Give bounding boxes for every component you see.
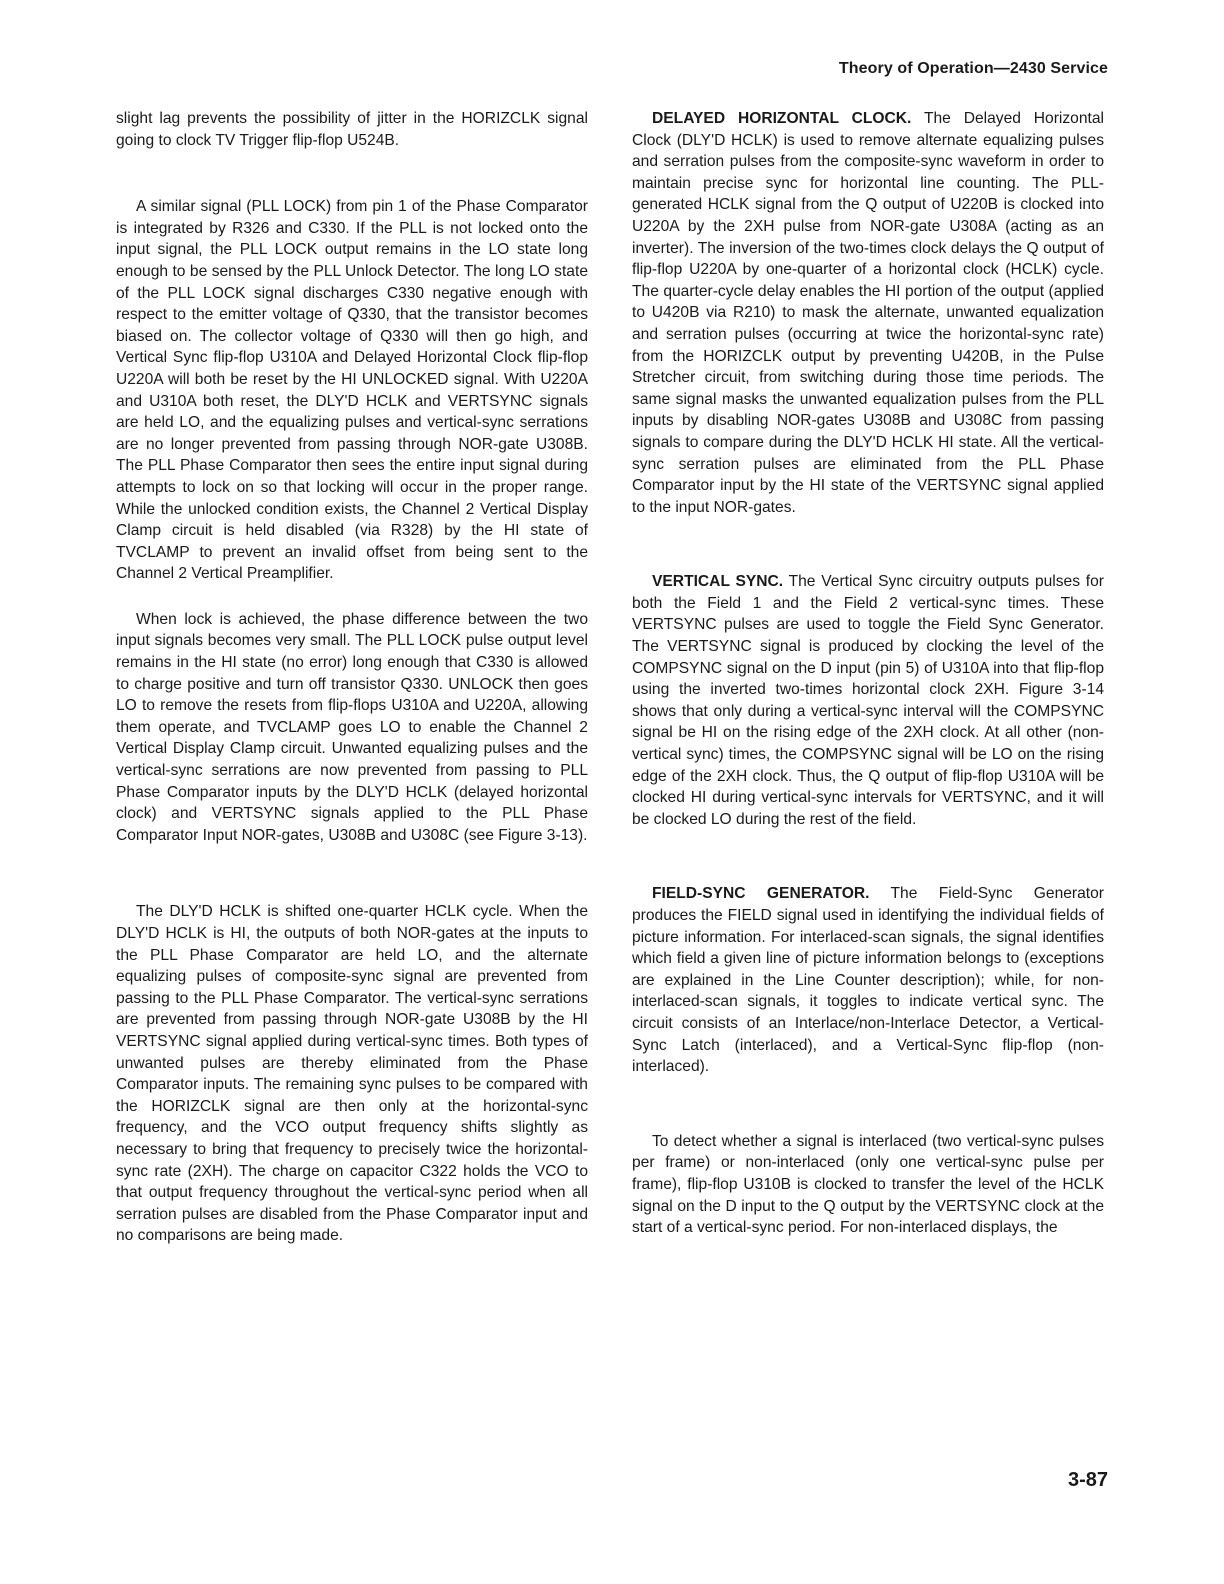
section-heading: FIELD-SYNC GENERATOR. [652,885,870,903]
section-text: The Field-Sync Generator produces the FIELD signal used in identifying the individual fields of picture information. For interlaced-scan signals, the signal identifies which field a given line of picture information belongs to (exceptions are explained in the Line Counter description); while, for non-interlaced-scan signals, it toggles to indicate vertical sync. The circuit consists of an Interlace/non-Interlace Detector, a Vertical-Sync Latch (interlaced), and a Vertical-Sync flip-flop (non-interlaced). [632,885,1104,1076]
left-column [116,108,588,1247]
section-text: The Vertical Sync circuitry outputs pulses for both the Field 1 and the Field 2 vertical-sync times. These VERTSYNC pulses are used to toggle the Field Sync Generator. The VERTSYNC signal is produced by clocking the level of the COMPSYNC signal on the D input (pin 5) of U310A into that flip-flop using the inverted two-times horizontal clock 2XH. Figure 3-14 shows that only during a vertical-sync interval will the COMPSYNC signal be HI on the rising edge of the 2XH clock. At all other (non-vertical sync) times, the COMPSYNC signal will be LO on the rising edge of the 2XH clock. Thus, the Q output of flip-flop U310A will be clocked HI during vertical-sync intervals for VERTSYNC, and it will be clocked LO during the rest of the field. [632,573,1104,828]
running-header: Theory of Operation—2430 Service [838,60,1108,77]
paragraph-dlyd-hclk: The DLY'D HCLK is shifted one-quarter HCLK cycle. When the DLY'D HCLK is HI, the outputs of both NOR-gates at the inputs to the PLL Phase Comparator are held LO, and the alternate equalizing pulses of composite-sync signal are prevented from passing to the PLL Phase Comparator. The vertical-sync serrations are prevented from passing through NOR-gate U308B by the HI VERTSYNC signal applied during vertical-sync times. Both types of unwanted pulses are thereby eliminated from the Phase Comparator inputs. The remaining sync pulses to be compared with the HORIZCLK signal are then only at the horizontal-sync frequency, and the VCO output frequency shifts slightly as necessary to bring that frequency to precisely twice the horizontal-sync rate (2XH). The charge on capacitor C322 holds the VCO to that output frequency throughout the vertical-sync period when all serration pulses are disabled from the Phase Comparator input and no comparisons are being made. [116,903,588,1245]
paragraph-pll-lock: A similar signal (PLL LOCK) from pin 1 of the Phase Comparator is integrated by R326 and C330. If the PLL is not locked onto the input signal, the PLL LOCK output remains in the LO state long enough to be sensed by the PLL Unlock Detector. The long LO state of the PLL LOCK signal discharges C330 negative enough with respect to the emitter voltage of Q330, that the transistor becomes biased on. The collector voltage of Q330 will then go high, and Vertical Sync flip-flop U310A and Delayed Horizontal Clock flip-flop U220A will both be reset by the HI UNLOCKED signal. With U220A and U310A both reset, the DLY'D HCLK and VERTSYNC signals are held LO, and the equalizing pulses and vertical-sync serrations are no longer prevented from passing through NOR-gate U308B. The PLL Phase Comparator then sees the entire input signal during attempts to lock on so that locking will occur in the proper range. While the unlocked condition exists, the Channel 2 Vertical Display Clamp circuit is held disabled (via R328) by the HI state of TVCLAMP to prevent an invalid offset from being sent to the Channel 2 Vertical Preamplifier. [116,198,588,583]
section-vertical-sync [632,571,1104,830]
section-heading: VERTICAL SYNC. [652,573,784,591]
paragraph-interlace-detect: To detect whether a signal is interlaced (two vertical-sync pulses per frame) or non-interlaced (only one vertical-sync pulse per frame), flip-flop U310B is clocked to transfer the level of the HCLK signal on the D input to the Q output by the VERTSYNC clock at the start of a vertical-sync period. For non-interlaced displays, the [632,1132,1104,1237]
section-delayed-horizontal-clock [632,108,1104,518]
right-column [632,108,1104,1239]
section-heading: DELAYED HORIZONTAL CLOCK. [652,110,912,127]
paragraph-lock-achieved: When lock is achieved, the phase difference between the two input signals becomes very small. The PLL LOCK pulse output level remains in the HI state (no error) long enough that C330 is allowed to charge positive and turn off transistor Q330. UNLOCK then goes LO to remove the resets from flip-flops U310A and U220A, allowing them operate, and TVCLAMP goes LO to enable the Channel 2 Vertical Display Clamp circuit. Unwanted equalizing pulses and the vertical-sync serrations are now prevented from passing to PLL Phase Comparator inputs by the DLY'D HCLK (delayed horizontal clock) and VERTSYNC signals applied to the PLL Phase Comparator Input NOR-gates, U308B and U308C (see Figure 3-13). [116,610,588,844]
page-number: 3-87 [1067,1469,1108,1491]
section-text: The Delayed Horizontal Clock (DLY'D HCLK) is used to remove alternate equalizing pulses and serration pulses from the composite-sync waveform in order to maintain precise sync for horizontal line counting. The PLL-generated HCLK signal from the Q output of U220B is clocked into U220A by the 2XH pulse from NOR-gate U308A (acting as an inverter). The inversion of the two-times clock delays the Q output of flip-flop U220A by one-quarter of a horizontal clock (HCLK) cycle. The quarter-cycle delay enables the HI portion of the output (applied to U420B via R210) to mask the alternate, unwanted equalization and serration pulses (occurring at twice the horizontal-sync rate) from the HORIZCLK output by preventing U420B, in the Pulse Stretcher circuit, from switching during those time periods. The same signal masks the unwanted equalization pulses from the PLL inputs by disabling NOR-gates U308B and U308C from passing signals to compare during the DLY'D HCLK HI state. All the vertical-sync serration pulses are eliminated from the PLL Phase Comparator input by the HI state of the VERTSYNC signal applied to the input NOR-gates. [632,110,1104,516]
paragraph-continuation: slight lag prevents the possibility of jitter in the HORIZCLK signal going to clock TV Trigger flip-flop U524B. [116,110,588,149]
section-field-sync-generator [632,883,1104,1077]
